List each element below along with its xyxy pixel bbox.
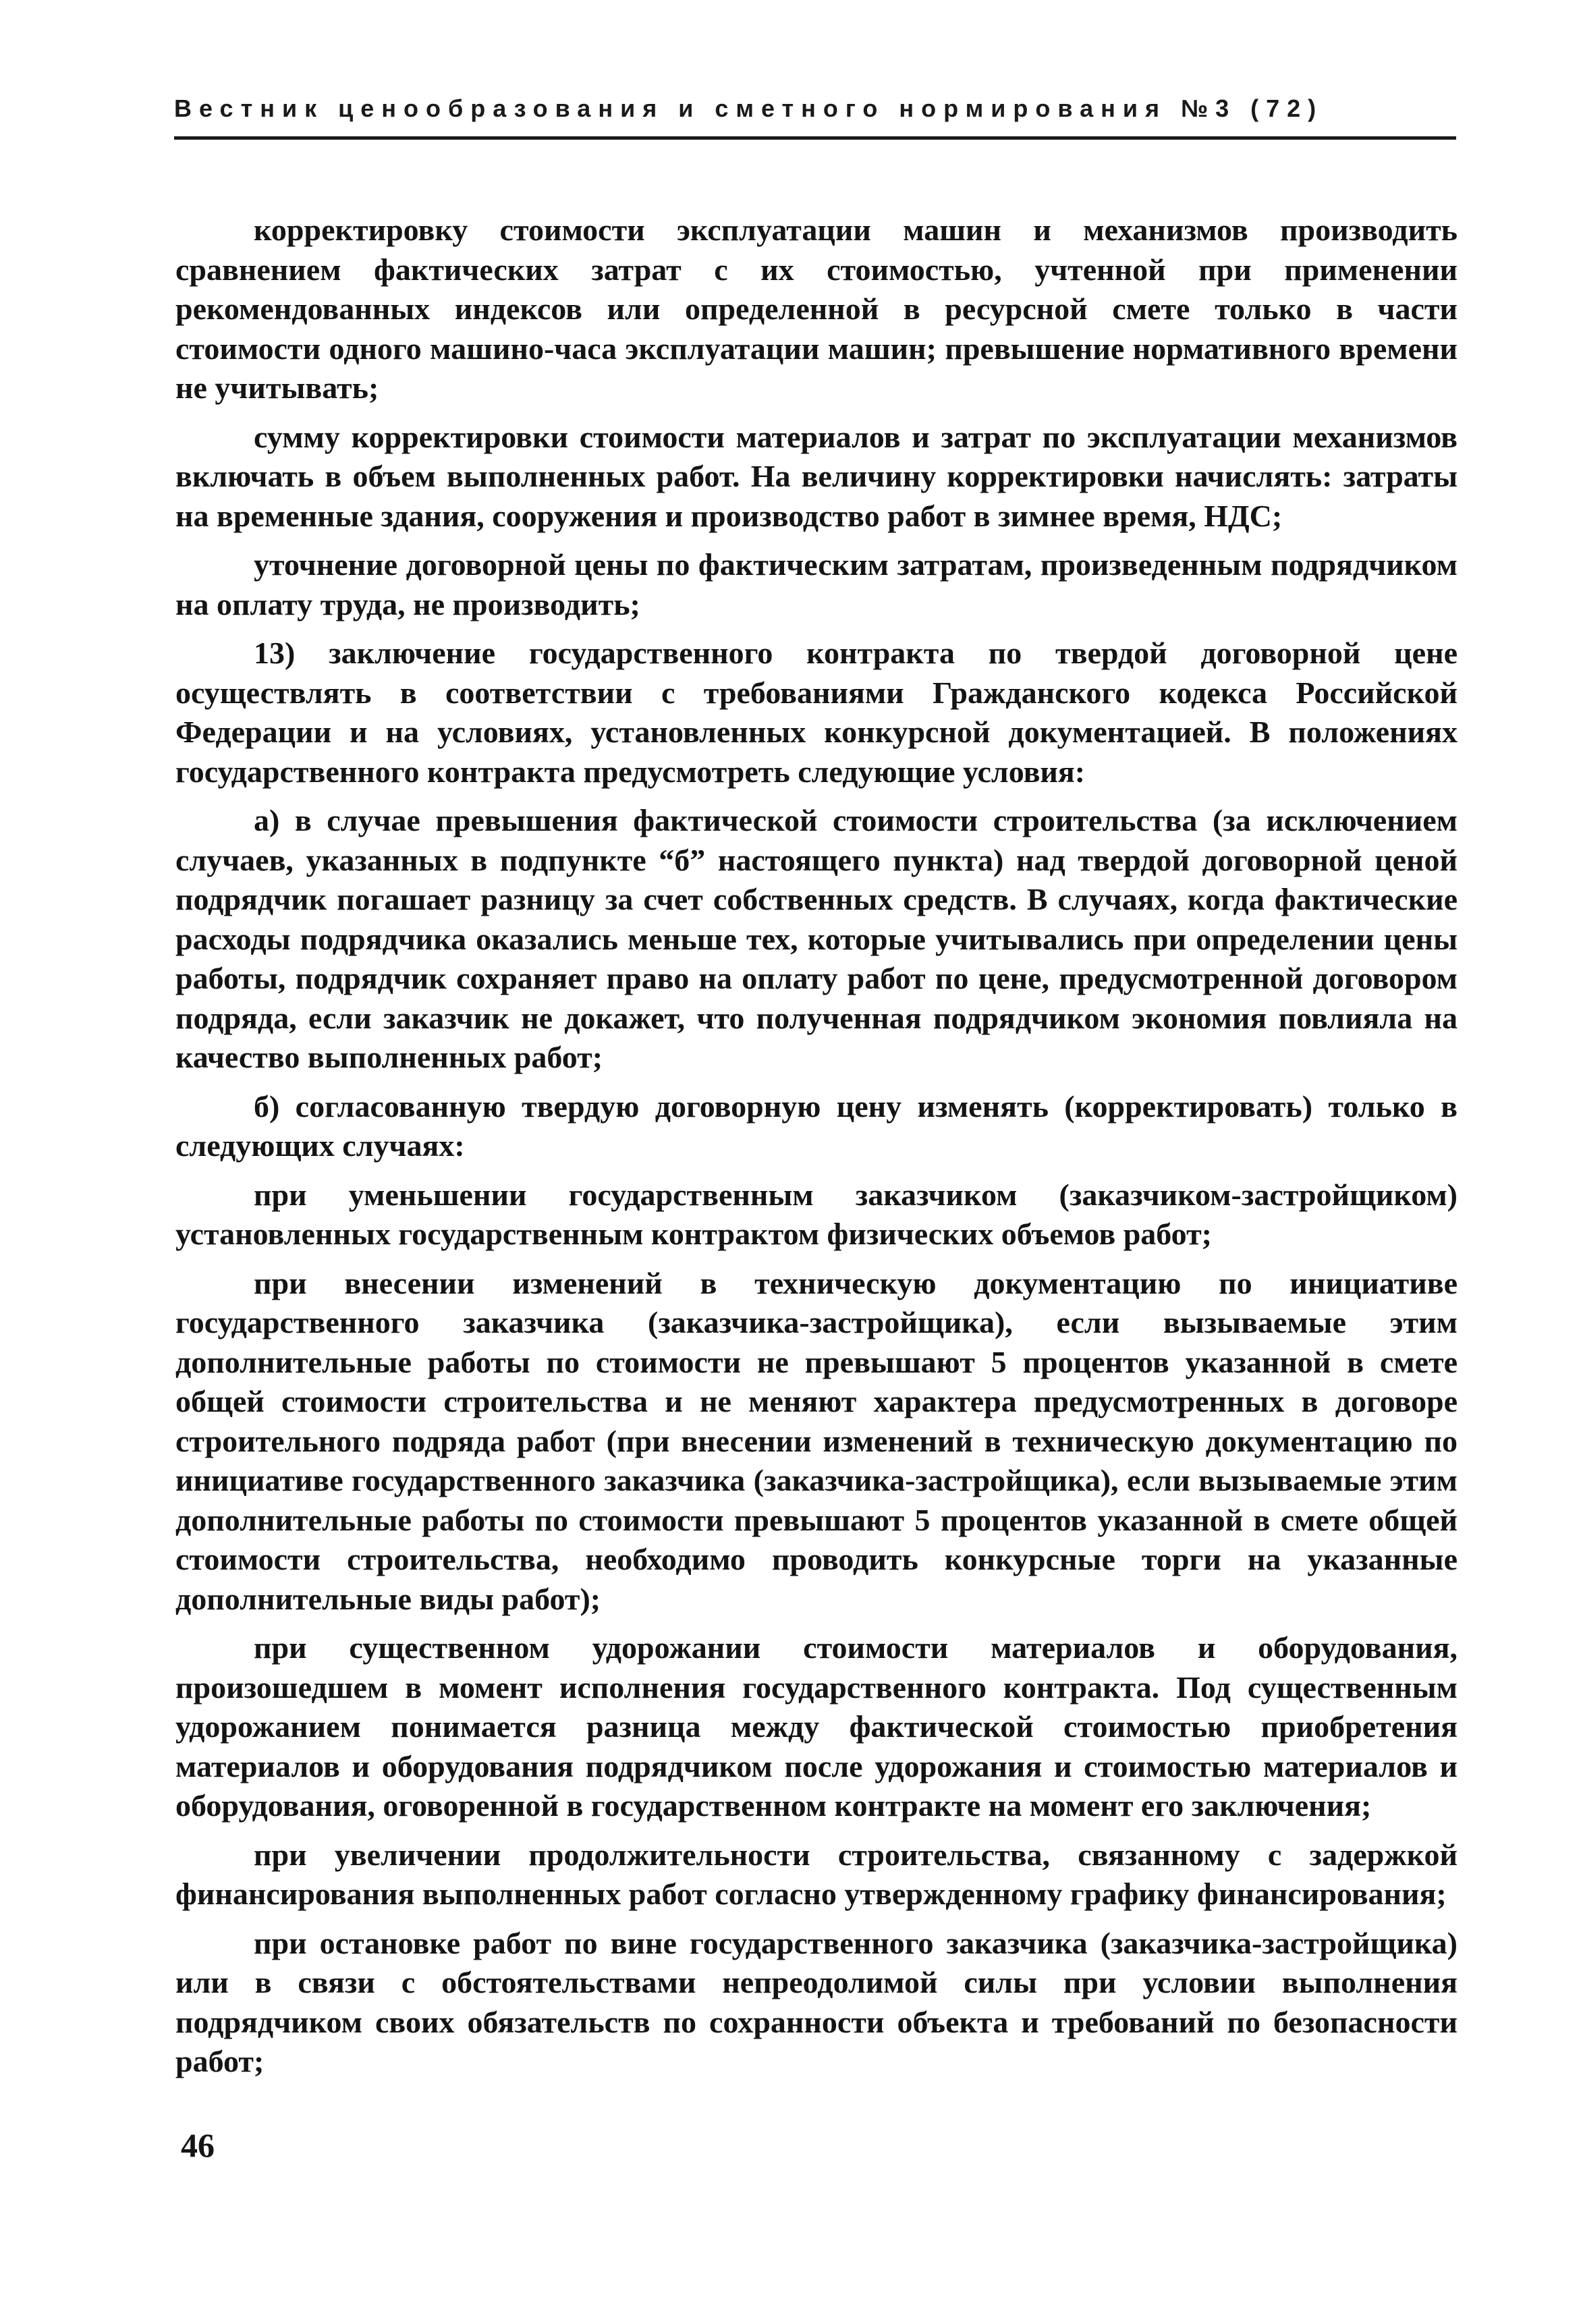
page-number: 46 [181, 2126, 215, 2164]
paragraph: уточнение договорной цены по фактическим затратам, произведенным подрядчиком на оплату труда, не производить; [175, 547, 1458, 621]
body-text [175, 211, 1458, 2091]
paragraph: при уменьшении государственным заказчиком (заказчиком-застройщиком) установленных государственным контрактом физических объемов работ; [175, 1177, 1458, 1251]
header-rule [174, 136, 1456, 140]
paragraph: при существенном удорожании стоимости материалов и оборудования, произошедшем в момент исполнения государственного контракта. Под существенным удорожанием понимается разница между фактической стоимостью приобретения материалов и оборудования подрядчиком после удорожания и стоимостью материалов и оборудования, оговоренной в государственном контракте на момент его заключения; [175, 1630, 1458, 1823]
paragraph: при внесении изменений в техническую документацию по инициативе государственного заказчика (заказчика-застройщика), если вызываемые этим дополнительные работы по стоимости не превышают 5 процентов указанной в смете общей стоимости строительства и не меняют характера предусмотренных в договоре строительного подряда работ (при внесении изменений в техническую документацию по инициативе государственного заказчика (заказчика-застройщика), если вызываемые этим дополнительные работы по стоимости превышают 5 процентов указанной в смете общей стоимости строительства, необходимо проводить конкурсные торги на указанные дополнительные виды работ); [175, 1265, 1458, 1616]
paragraph: при увеличении продолжительности строительства, связанному с задержкой финансирования выполненных работ согласно утвержденному графику финансирования; [175, 1837, 1458, 1911]
paragraph: 13) заключение государственного контракта по твердой договорной цене осуществлять в соответствии с требованиями Гражданского кодекса Российской Федерации и на условиях, установленных конкурсной документацией. В положениях государственного контракта предусмотреть следующие условия: [175, 636, 1458, 789]
paragraph: при остановке работ по вине государственного заказчика (заказчика-застройщика) или в связи с обстоятельствами непреодолимой силы при условии выполнения подрядчиком своих обязательств по сохранности объекта и требований по безопасности работ; [175, 1925, 1458, 2078]
running-header: Вестник ценообразования и сметного нормирования №3 (72) [174, 94, 1324, 122]
paragraph: корректировку стоимости эксплуатации машин и механизмов производить сравнением фактических затрат с их стоимостью, учтенной при применении рекомендованных индексов или определенной в ресурсной смете только в части стоимости одного машино-часа эксплуатации машин; превышение нормативного времени не учитывать; [175, 213, 1458, 405]
paragraph: а) в случае превышения фактической стоимости строительства (за исключением случаев, указанных в подпункте “б” настоящего пункта) над твердой договорной ценой подрядчик погашает разницу за счет собственных средств. В случаях, когда фактические расходы подрядчика оказались меньше тех, которые учитывались при определении цены работы, подрядчик сохраняет право на оплату работ по цене, предусмотренной договором подряда, если заказчик не докажет, что полученная подрядчиком экономия повлияла на качество выполненных работ; [175, 803, 1458, 1074]
paragraph: б) согласованную твердую договорную цену изменять (корректировать) только в следующих случаях: [175, 1088, 1458, 1163]
paragraph: сумму корректировки стоимости материалов и затрат по эксплуатации механизмов включать в объем выполненных работ. На величину корректировки начислять: затраты на временные здания, сооружения и производство работ в зимнее время, НДС; [175, 419, 1458, 533]
